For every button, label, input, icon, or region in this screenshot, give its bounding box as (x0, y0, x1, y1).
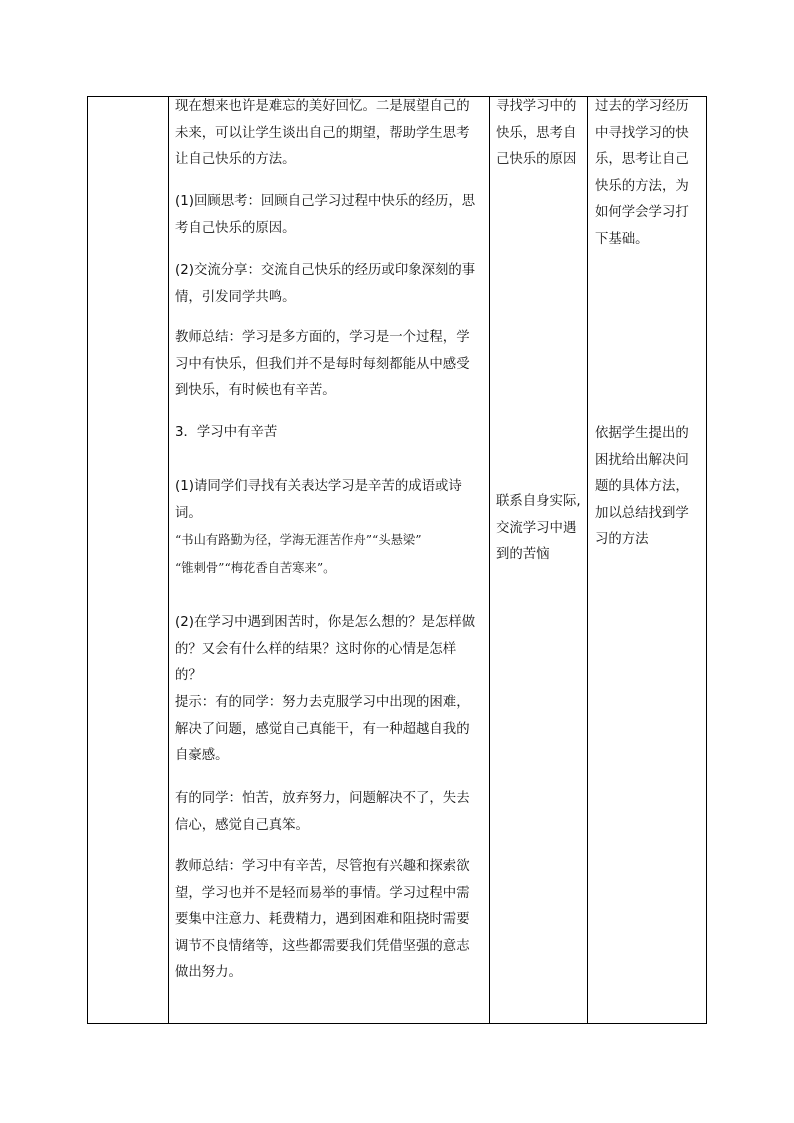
share-paragraph: (2)交流分享：交流自己快乐的经历或印象深刻的事 情，引发同学共鸣。 (175, 263, 476, 305)
student-activity-column (490, 97, 588, 1023)
section-3-heading: 3．学习中有辛苦 (175, 425, 278, 440)
question-2-paragraph: (2)在学习中遇到困苦时，你是怎么想的？是怎样做 的？又会有什么样的结果？这时你的心情是怎样 的？ (175, 615, 476, 683)
other-students-paragraph: 有的同学：怕苦，放弃努力，问题解决不了，失去 信心，感觉自己真笨。 (175, 791, 470, 833)
question-1-paragraph: (1)请同学们寻找有关表达学习是辛苦的成语或诗 词。 (175, 479, 462, 521)
teacher-summary-1: 教师总结：学习是多方面的，学习是一个过程，学 习中有快乐，但我们并不是每时每刻都能从中感受 到快乐，有时候也有辛苦。 (175, 330, 470, 398)
intro-paragraph: 现在想来也许是难忘的美好回忆。二是展望自己的 未来，可以让学生谈出自己的期望，帮助学生思考 让自己快乐的方法。 (175, 99, 470, 167)
review-paragraph: (1)回顾思考：回顾自己学习过程中快乐的经历，思 考自己快乐的原因。 (175, 194, 476, 236)
design-intent-2: 依据学生提出的 困扰给出解决问 题的具体方法， 加以总结找到学 习的方法 (595, 426, 689, 547)
design-intent-1: 过去的学习经历 中寻找学习的快 乐，思考让自己 快乐的方法，为 如何学会学习打 下基础。 (595, 99, 689, 247)
design-intent-column (588, 97, 707, 1023)
hint-paragraph: 提示：有的同学：努力去克服学习中出现的困难， 解决了问题，感觉自己真能干，有一种超越自我的 自豪感。 (175, 695, 470, 763)
idiom-quotes: “书山有路勤为径，学海无涯苦作舟”“头悬梁” “锥刺骨”“梅花香自苦寒来”。 (175, 533, 422, 575)
student-activity-2: 联系自身实际, 交流学习中遇 到的苦恼 (496, 494, 581, 562)
lesson-plan-table (87, 96, 707, 1024)
teacher-summary-2: 教师总结：学习中有辛苦，尽管抱有兴趣和探索欲 望，学习也并不是轻而易举的事情。学习过程中需 要集中注意力、耗费精力，遇到困难和阻挠时需要 调节不良情绪等，这些都需要我们凭借坚强的意志 做出努力。 (175, 859, 470, 980)
student-activity-1: 寻找学习中的 快乐，思考自 己快乐的原因 (496, 99, 577, 167)
teaching-process-column (169, 97, 490, 1023)
label-column (88, 97, 169, 1023)
